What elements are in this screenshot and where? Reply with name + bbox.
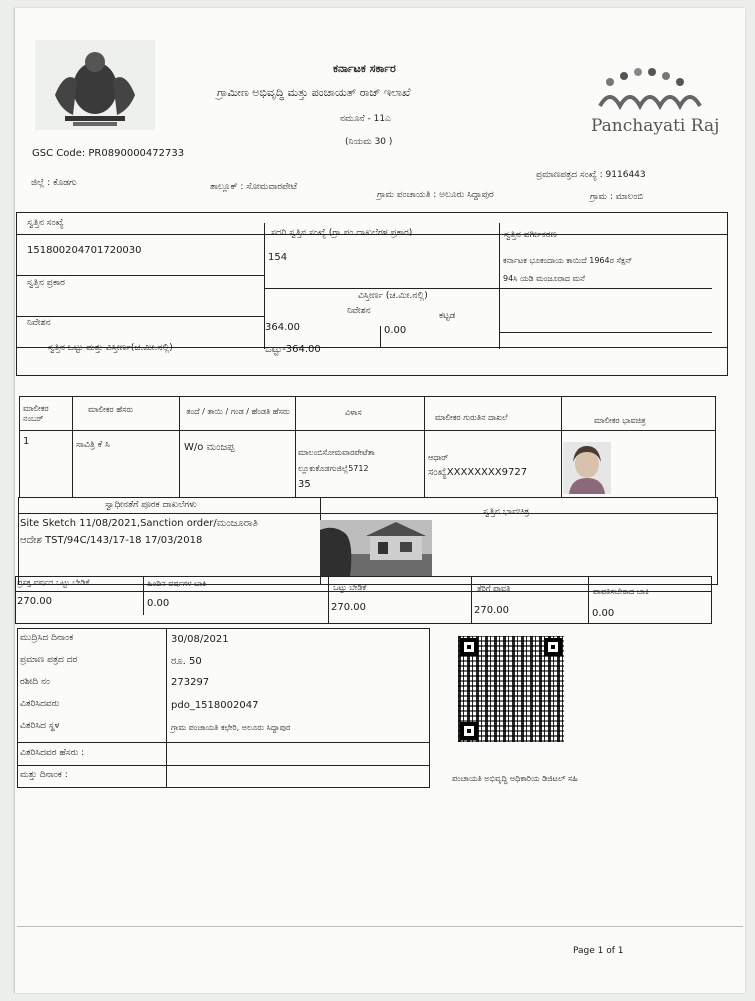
tax-paid-value: 270.00 <box>474 605 509 616</box>
receipt-value: 273297 <box>171 677 210 688</box>
tax-header-due: ಪಾವತಿಸಬೇಕಾದ ಬಾಕಿ <box>593 587 649 596</box>
property-type-label: ಸ್ವತ್ತಿನ ಪ್ರಕಾರ <box>27 278 65 288</box>
owner-address-line2: ಲ್ಲೂಕುಕೊಡಗುಜಿಲ್ಲೆ5712 <box>298 464 369 473</box>
owner-address-line3: 35 <box>298 479 311 490</box>
form-number: ನಮೂನೆ - 11ಎ <box>340 114 391 124</box>
owner-name: ಸಾವಿತ್ರಿ ಕೆ ಸಿ <box>76 440 110 450</box>
page-number: Page 1 of 1 <box>573 946 624 956</box>
owner-address-line1: ಮಾಲಂಬಿಸೋಮವಾರಪೇಟೆತಾ <box>298 448 375 457</box>
village: ಗ್ರಾಮ : ಮಾಲಂಬಿ <box>590 192 644 202</box>
issued-place-label: ವಿತರಿಸಿದ ಸ್ಥಳ <box>20 721 60 731</box>
tax-due-value: 0.00 <box>592 608 615 619</box>
panchayati-raj-label: Panchayati Raj <box>591 116 720 136</box>
tax-total-value: 270.00 <box>331 602 366 613</box>
sadar-label: ಸದರಿ ಸ್ವತ್ತಿನ ಸಂಖ್ಯೆ (ಗ್ರಾ.ಪಂ.ದಾಖಲೆಗಳ ಪ್ರಕಾರ) <box>271 228 413 238</box>
property-id-label: ಸ್ವತ್ತಿನ ಸಂಖ್ಯೆ <box>27 218 64 228</box>
certificate-page <box>14 8 745 993</box>
receipt-label: ರಶೀದಿ ನಂ <box>20 677 50 687</box>
issued-place-value: ಗ್ರಾಮ ಪಂಚಾಯತಿ ಕಛೇರಿ, ಅಲೂರು ಸಿದ್ದಾಪುರ <box>171 723 291 732</box>
tax-header-arrears: ಹಿಂದಿನ ವರ್ಷಗಳ ಬಾಕಿ <box>147 579 207 588</box>
karnataka-emblem-icon <box>35 40 155 130</box>
owner-header-address: ವಿಳಾಸ <box>345 408 362 417</box>
property-type-value: ನಿವೇಶನ <box>27 318 51 328</box>
tax-current-value: 270.00 <box>17 596 52 607</box>
owner-id-line2: ಸಂಖ್ಯೆXXXXXXXX9727 <box>428 467 528 478</box>
classification-value-2: 94ಸಿ ಯಡಿ ಮಂಜೂರಾದ ಮನೆ <box>503 274 585 283</box>
taluk: ತಾಲ್ಲೂಕ್ : ಸೋಮವಾರಪೇಟೆ <box>210 182 298 192</box>
tax-header-total: ಒಟ್ಟು ಬೇಡಿಕೆ <box>333 583 367 592</box>
owner-no: 1 <box>23 436 30 447</box>
property-photo-header: ಸ್ವತ್ತಿನ ಭಾವಚಿತ್ರ <box>483 507 530 517</box>
building-area-value: 0.00 <box>384 325 407 336</box>
issued-by-value: pdo_1518002047 <box>171 700 259 711</box>
rule-number: (ನಿಯಮ 30 ) <box>345 137 393 147</box>
gram-panchayat: ಗ್ರಾಮ ಪಂಚಾಯತಿ : ಅಲೂರು ಸಿದ್ದಾಪುರ <box>377 190 494 200</box>
property-id-value: 151800204701720030 <box>27 245 142 256</box>
printed-date-value: 30/08/2021 <box>171 634 229 645</box>
tax-header-current: ಪ್ರಸಕ್ತ ವರ್ಷದ ಒಟ್ಟು ಬೇಡಿಕೆ <box>17 578 90 587</box>
issuer-date-label: ಮತ್ತು ದಿನಾಂಕ : <box>20 770 68 780</box>
tax-arrears-value: 0.00 <box>147 598 170 609</box>
owner-header-photo: ಮಾಲೀಕರ ಭಾವಚಿತ್ರ <box>594 416 646 425</box>
issued-by-label: ವಿತರಿಸಿದವರು <box>20 699 60 709</box>
documents-header: ಸ್ವಾಧೀನತೆಗೆ ಪೂರಕ ದಾಖಲೆಗಳು <box>105 500 197 510</box>
owner-header-relation: ತಂದೆ / ತಾಯಿ / ಗಂಡ / ಹೆಂಡತಿ ಹೆಸರು <box>186 407 290 416</box>
govt-title: ಕರ್ನಾಟಕ ಸರ್ಕಾರ <box>333 62 396 75</box>
area-label: ವಿಸ್ತೀರ್ಣ (ಚ.ಮೀ.ನಲ್ಲಿ) <box>358 291 428 301</box>
owner-header-id: ಮಾಲೀಕರ ಗುರುತಿನ ದಾಖಲೆ <box>435 413 508 422</box>
tax-header-paid: ತೆರಿಗೆ ಪಾವತಿ <box>477 584 511 593</box>
printed-date-label: ಮುದ್ರಿಸಿದ ದಿನಾಂಕ <box>20 633 74 643</box>
documents-line1: Site Sketch 11/08/2021,Sanction order/ಮಂಜೂರಾತಿ <box>20 518 258 529</box>
panchayati-raj-logo-icon <box>590 66 710 116</box>
gsc-code: GSC Code: PR0890000472733 <box>32 148 185 159</box>
owner-header-name: ಮಾಲೀಕರ ಹೆಸರು <box>88 405 134 414</box>
sadar-value: 154 <box>268 252 288 263</box>
fee-label: ಪ್ರಮಾಣ ಪತ್ರದ ದರ <box>20 655 78 665</box>
property-photo <box>320 520 432 576</box>
fee-value: ರೂ. 50 <box>171 656 202 667</box>
total-area-label: ಸ್ವತ್ತಿನ ಒಟ್ಟು ಮತ್ತು ವಿಸ್ತೀರ್ಣ(ಚ.ಮೀ.ನಲ್ಲಿ) <box>48 343 173 353</box>
department-title: ಗ್ರಾಮೀಣ ಅಭಿವೃದ್ಧಿ ಮತ್ತು ಪಂಚಾಯತ್ ರಾಜ್ ಇಲಾಖೆ <box>217 86 411 99</box>
qr-code <box>458 636 564 742</box>
site-label: ನಿವೇಶನ <box>347 306 371 316</box>
total-area-value: ಒಟ್ಟು-364.00 <box>265 344 321 355</box>
documents-line2: ಆದೇಶ TST/94C/143/17-18 17/03/2018 <box>20 535 203 546</box>
site-area-value: 364.00 <box>265 322 300 333</box>
building-label: ಕಟ್ಟಡ <box>439 311 456 321</box>
district: ಜಿಲ್ಲೆ : ಕೊಡಗು <box>31 178 77 188</box>
owner-photo <box>563 442 611 494</box>
owner-id-line1: ಆಧಾರ್ <box>428 453 449 462</box>
owner-header-no: ಮಾಲೀಕರ ನಂಬರ್ <box>23 404 49 423</box>
classification-value-1: ಕರ್ನಾಟಕ ಭೂಕಂದಾಯ ಕಾಯಿದೆ 1964ರ ಸೆಕ್ಷನ್ <box>503 256 633 265</box>
classification-label: ಸ್ವತ್ತಿನ ವರ್ಗೀಕರಣ <box>504 230 557 240</box>
certificate-number: ಪ್ರಮಾಣಪತ್ರದ ಸಂಖ್ಯೆ : 9116443 <box>536 170 646 180</box>
issuer-name-label: ವಿತರಿಸಿದವರ ಹೆಸರು : <box>20 748 85 758</box>
digital-signature-label: ಪಂಚಾಯತಿ ಅಭಿವೃದ್ಧಿ ಅಧಿಕಾರಿಯ ಡಿಜಿಟಲ್ ಸಹಿ <box>452 774 578 783</box>
owner-relation: W/o ಮಂಜಪ್ಪ <box>184 442 235 453</box>
